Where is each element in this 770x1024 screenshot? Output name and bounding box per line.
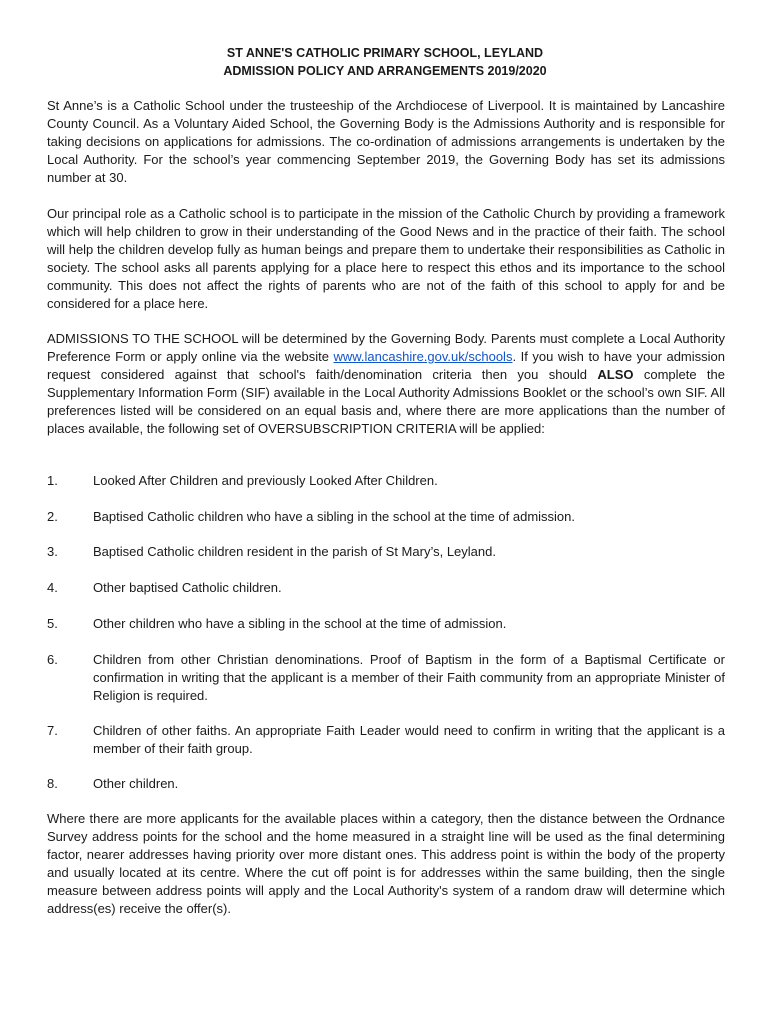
criteria-text: Other children who have a sibling in the school at the time of admission. [93,616,507,631]
admissions-text-3: complete the Supplementary Information Form (SIF) available in the Local Authority Admissions Booklet or the school’s own SIF. All preferences listed will be considered on an equal basis and, where there are more applications than the number of places available, the following set of OVERSUBSCRIPTION CRITERIA will be applied: [47,367,726,436]
criteria-number: 3. [47,544,58,559]
criteria-text: Children of other faiths. An appropriate Faith Leader would need to confirm in writing that the applicant is a member of their faith group. [93,723,725,756]
criteria-number: 2. [47,509,58,524]
distance-paragraph: Where there are more applicants for the available places within a category, then the distance between the Ordnance Survey address points for the school and the home measured in a straight line will be used as the final determining factor, nearer addresses having priority over more distant ones. This address point is within the body of the property and usually located at its centre. Where the cut off point is for addresses within the same building, then the single measure between address points will apply and the Local Authority's system of a random draw will determine which address(es) receive the offer(s). [47,811,725,916]
admissions-paragraph [47,330,725,438]
criteria-number: 5. [47,616,58,631]
criteria-text: Baptised Catholic children resident in the parish of St Mary’s, Leyland. [93,544,496,559]
criteria-text: Baptised Catholic children who have a sibling in the school at the time of admission. [93,509,575,524]
mission-paragraph: Our principal role as a Catholic school is to participate in the mission of the Catholic Church by providing a framework which will help children to grow in their understanding of the Good News and in the practice of their faith. The school will help the children develop fully as human beings and prepare them to undertake their responsibilities as Catholic in society. The school asks all parents applying for a place here to respect this ethos and its importance to the school community. This does not affect the rights of parents who are not of the faith of this school to apply for and be considered for a place here. [47,206,725,311]
criteria-number: 8. [47,776,58,791]
document-title-line2: ADMISSION POLICY AND ARRANGEMENTS 2019/2020 [223,64,547,78]
criteria-text: Other children. [93,776,179,791]
criteria-number: 7. [47,723,58,738]
also-bold-text: ALSO [597,367,634,382]
criteria-number: 1. [47,473,58,488]
document-title-line1: ST ANNE'S CATHOLIC PRIMARY SCHOOL, LEYLAND [226,46,544,60]
admissions-text-2: . If you wish to have your admission request considered against that school's faith/denomination criteria then you should [47,349,725,382]
criteria-text: Children from other Christian denominations. Proof of Baptism in the form of a Baptismal Certificate or confirmation in writing that the applicant is a member of their Faith community from an appropriate Minister of Religion is required. [93,652,725,703]
admissions-text-1: ADMISSIONS TO THE SCHOOL will be determined by the Governing Body. Parents must complete a Local Authority Preference Form or apply online via the website [47,331,725,364]
criteria-number: 6. [47,652,58,667]
lancashire-schools-link[interactable]: www.lancashire.gov.uk/schools [333,349,513,364]
criteria-text: Looked After Children and previously Looked After Children. [93,473,438,488]
criteria-text: Other baptised Catholic children. [93,580,282,595]
intro-paragraph: St Anne’s is a Catholic School under the trusteeship of the Archdiocese of Liverpool. It is maintained by Lancashire County Council. As a Voluntary Aided School, the Governing Body is the Admissions Authority and is responsible for taking decisions on applications for admissions. The co-ordination of admissions arrangements is undertaken by the Local Authority. For the school’s year commencing September 2019, the Governing Body has set its admissions number at 30. [47,98,725,185]
criteria-number: 4. [47,580,58,595]
